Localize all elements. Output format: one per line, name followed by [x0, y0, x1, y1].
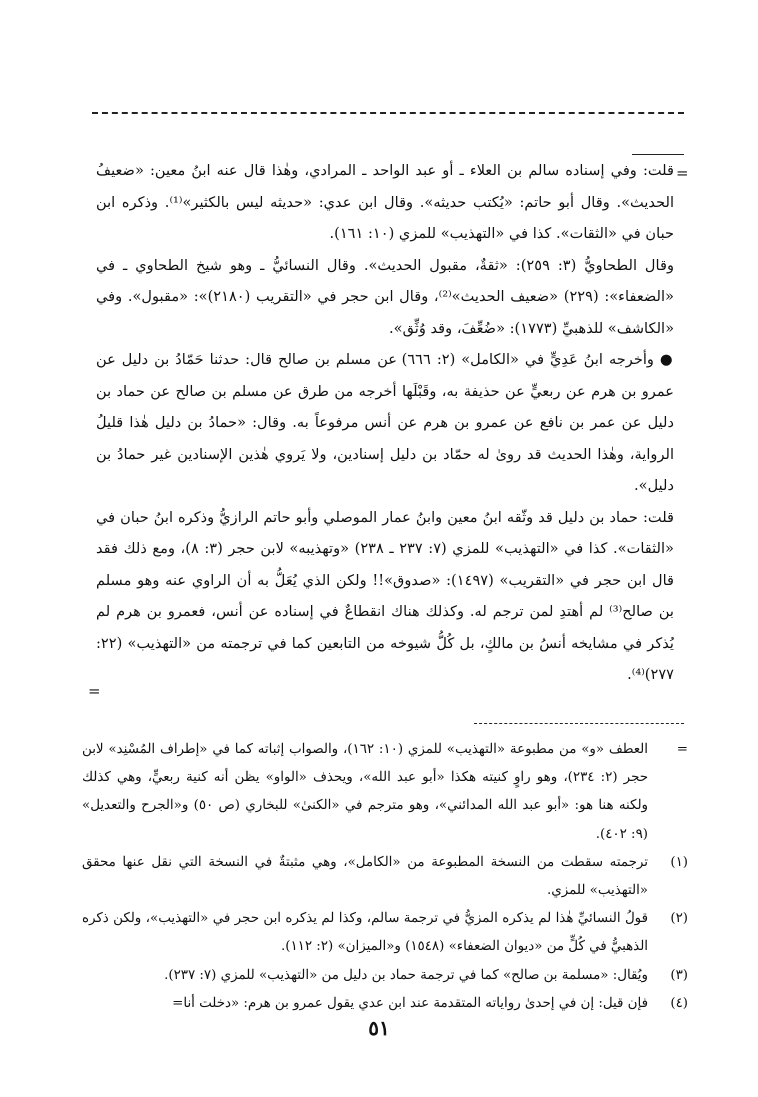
page-number: ٥١ [368, 1016, 390, 1040]
footnote-text: قولُ النسائيِّ هٰذا لم يذكره المزيُّ في ترجمة سالم، وكذا لم يذكره ابن حجر في «التهذيب»، ولكن ذكره الذهبيُّ في كُلٍّ من «ديوان الضعفاء» (١٥٤٨) و«الميزان» (٢: ١١٢). [82, 911, 649, 955]
footnote-text: ويُقال: «مسلمة بن صالح» كما في ترجمة حماد بن دليل من «التهذيب» للمزي (٧: ٢٣٧). [164, 967, 648, 983]
footnote-number: (٤) [670, 995, 688, 1011]
footnote-2 [82, 905, 688, 961]
footnote-number: (٢) [670, 911, 688, 927]
footnote-continuation [82, 736, 688, 849]
footnote-4 [82, 990, 688, 1018]
footnote-number: (١) [670, 854, 688, 870]
footnote-1 [82, 849, 688, 905]
footnote-number: (٣) [670, 967, 688, 983]
footnote-3 [82, 962, 688, 990]
margin-mark-bottom: = [88, 682, 101, 700]
paragraph-1: قلت: وفي إسناده سالم بن العلاء ـ أو عبد الواحد ـ المرادي، وهٰذا قال عنه ابنُ معين: «ضعيفُ الحديث». وقال أبو حاتم: «يُكتب حديثه». وقال ابن عدي: «حديثه ليس بالكثير»⁽¹⁾. وذكره ابن حبان في «الثقات». كذا في «التهذيب» للمزي (١٠: ١٦١). [96, 162, 675, 242]
footnote-4-body: فإن قيل: إن في إحدىٰ رواياته المتقدمة عند ابن عدي يقول عمرو بن هرم: «دخلت أنا [183, 995, 648, 1011]
header-dashed-rule [92, 112, 684, 114]
footnote-text: العطف «و» من مطبوعة «التهذيب» للمزي (١٠: ١٦٢)، والصواب إثباته كما في «إطراف المُسْنِد» لابن حجر (٢: ٢٣٤)، وهو راوٍ كنيته هكذا «أبو عبد الله»، ويحذف «الواو» يظن أنه كنية ربعيٍّ، وهي كذلك ولكنه هنا هو: «أبو عبد الله المدائني»، وهو مترجم في «الكنىٰ» للبخاري (ص ٥٠) و«الجرح والتعديل» (٩: ٤٠٢). [82, 742, 648, 842]
main-text [96, 155, 674, 691]
footnotes [82, 736, 688, 1018]
footnote-text: ترجمته سقطت من النسخة المطبوعة من «الكامل»، وهي مثبتةٌ في النسخة التي نقل عنها محقق «التهذيب» للمزي. [82, 854, 648, 899]
footnote-mark: = [676, 742, 688, 757]
footnote-text [82, 990, 648, 1018]
paragraph-3: ● وأخرجه ابنُ عَدِيٍّ في «الكامل» (٢: ٦٦٦) عن مسلم بن صالح قال: حدثنا حَمّادُ بن دليل عن عمرو بن هرم عن ربعيٍّ عن حذيفة به، وقَبْلَها أخرجه من طرق عن مسلم بن صالح عن حماد بن دليل عن عمر بن نافع عن عمرو بن هرم عن أنس مرفوعاً به. وقال: «حمادُ بن دليل هٰذا قليلُ الرواية، وهٰذا الحديث قد روىٰ له حمّاد بن دليل إسنادين، ولا يَروي هٰذين الإسنادين غير حمادُ بن دليل». [96, 351, 674, 494]
margin-mark-top: = [676, 164, 689, 182]
paragraph-2: وقال الطحاويُّ (٣: ٢٥٩): «ثقةٌ، مقبول الحديث». وقال النسائيُّ ـ وهو شيخ الطحاوي ـ في «الضعفاء»: (٢٢٩) «ضعيف الحديث»⁽²⁾، وقال ابن حجر في «التقريب (٢١٨٠)»: «مقبول». وفي «الكاشف» للذهبيِّ (١٧٧٣): «ضُعِّفَ، وقد وُثِّق». [96, 256, 675, 337]
paragraph-4: قلت: حماد بن دليل قد وثّقه ابنُ معين وابنُ عمار الموصلي وأبو حاتم الرازيُّ وذكره ابنُ حبان في «الثقات». كذا في «التهذيب» للمزي (٧: ٢٣٧ ـ ٢٣٨) «وتهذيبه» لابن حجر (٣: ٨)، ومع ذلك فقد قال ابن حجر في «التقريب» (١٤٩٧): «صدوق»!! ولكن الذي يُعَلُّ به أن الراوي عنه وهو مسلم بن صالح⁽³⁾ لم أهتدِ لمن ترجم له. وكذلك هناك انقطاعٌ في إسناده عن أنس، فعمرو بن هرم لم يُذكر في مشايخه أنسُ بن مالكٍ، بل كُلُّ شيوخه من التابعين كما في ترجمته من «التهذيب» (٢٢: ٢٧٧)⁽⁴⁾. [96, 508, 674, 683]
footnote-separator [474, 723, 684, 724]
continuation-mark: = [172, 995, 184, 1011]
